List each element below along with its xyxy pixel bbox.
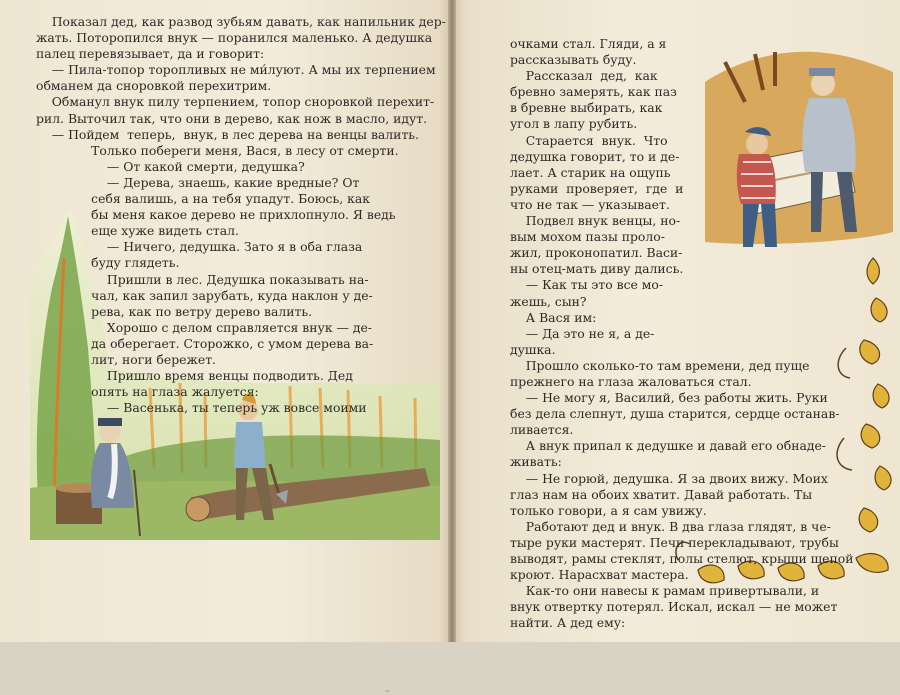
right-page-text: [510, 36, 854, 631]
text-line: душка.: [510, 341, 556, 357]
text-line: жил, проконопатил. Васи-: [510, 245, 683, 261]
text-line: Показал дед, как развод зубьям давать, как напильник дер-: [36, 14, 446, 29]
text-line: прежнего на глаза жаловаться стал.: [510, 373, 752, 389]
text-line: лает. А старик на ощупь: [510, 164, 671, 180]
text-line: жешь, сын?: [510, 293, 587, 309]
text-line: рева, как по ветру дерево валить.: [36, 303, 313, 319]
text-line: лит, ноги бережет.: [36, 351, 216, 367]
text-line: — Не горюй, дедушка. Я за двоих вижу. Моих: [510, 470, 828, 486]
text-line: — Пила-топор торопливых не ми́луют. А мы их терпением: [36, 62, 436, 78]
left-page-text: [36, 14, 446, 416]
text-line: Рассказал дед, как: [510, 68, 658, 84]
text-line: — Васенька, ты теперь уж вовсе моими: [36, 400, 367, 416]
text-line: Только побереги меня, Вася, в лесу от смерти.: [36, 142, 399, 158]
illustrator-mark: ~: [385, 688, 391, 695]
text-line: Прошло сколько-то там времени, дед пуще: [510, 357, 810, 373]
text-line: вым мохом пазы проло-: [510, 229, 665, 245]
text-line: дедушка говорит, то и де-: [510, 148, 680, 164]
text-line: ливается.: [510, 422, 574, 438]
text-line: в бревне выбирать, как: [510, 100, 663, 116]
text-line: Как-то они навесы к рамам привертывали, и: [510, 583, 820, 599]
text-line: еще хуже видеть стал.: [36, 223, 239, 239]
text-line: — Дерева, знаешь, какие вредные? От: [36, 174, 360, 190]
text-line: опять на глаза жалуется:: [36, 384, 259, 400]
text-line: глаз нам на обоих хватит. Давай работать. Ты: [510, 486, 813, 502]
text-line: — Да это не я, а де-: [510, 325, 655, 341]
text-line: выводят, рамы стеклят, полы стелют, крыши щепой: [510, 551, 854, 566]
text-line: бы меня какое дерево не прихлопнуло. Я ведь: [36, 207, 396, 223]
text-line: найти. А дед ему:: [510, 615, 626, 631]
text-line: Подвел внук венцы, но-: [510, 213, 681, 229]
book-gutter: [448, 0, 456, 642]
text-line: Хорошо с делом справляется внук — де-: [36, 319, 372, 335]
text-line: руками проверяет, где и: [510, 180, 684, 196]
text-line: что не так — указывает.: [510, 196, 670, 212]
text-line: А внук припал к дедушке и давай его обнаде-: [510, 438, 826, 454]
text-line: жать. Поторопился внук — поранился маленько. А дедушка: [36, 30, 433, 46]
text-line: внук отвертку потерял. Искал, искал — не может: [510, 599, 838, 615]
text-line: чал, как запил зарубать, куда наклон у де-: [36, 287, 373, 303]
text-line: А Вася им:: [510, 309, 597, 325]
text-line: без дела слепнут, душа старится, сердце останав-: [510, 406, 840, 422]
text-line: Старается внук. Что: [510, 132, 668, 148]
text-line: — Ничего, дедушка. Зато я в оба глаза: [36, 239, 363, 255]
text-line: рил. Выточил так, что они в дерево, как нож в масло, идут.: [36, 110, 428, 126]
text-line: тыре руки мастерят. Печи перекладывают, трубы: [510, 534, 839, 550]
text-line: кроют. Нарасхват мастера.: [510, 567, 689, 583]
text-line: бревно замерять, как паз: [510, 84, 677, 100]
text-line: Обманул внук пилу терпением, топор сноровкой перехит-: [36, 94, 435, 110]
text-line: — От какой смерти, дедушка?: [36, 158, 305, 174]
text-line: только говори, а я сам увижу.: [510, 502, 707, 518]
text-line: Пришло время венцы подводить. Дед: [36, 368, 353, 384]
text-line: угол в лапу рубить.: [510, 116, 638, 132]
text-line: живать:: [510, 454, 562, 470]
text-line: обманем да сноровкой перехитрим.: [36, 78, 272, 94]
text-line: себя валишь, а на тебя упадут. Боюсь, как: [36, 191, 370, 207]
text-line: палец перевязывает, да и говорит:: [36, 46, 265, 62]
text-line: рассказывать буду.: [510, 52, 637, 68]
text-line: очками стал. Гляди, а я: [510, 36, 667, 51]
text-line: — Пойдем теперь, внук, в лес дерева на венцы валить.: [36, 126, 419, 142]
text-line: Пришли в лес. Дедушка показывать на-: [36, 271, 369, 287]
text-line: Работают дед и внук. В два глаза глядят, в че-: [510, 518, 831, 534]
text-line: ны отец-мать диву дались.: [510, 261, 684, 277]
text-line: буду глядеть.: [36, 255, 180, 271]
text-line: — Как ты это все мо-: [510, 277, 664, 293]
text-line: — Не могу я, Василий, без работы жить. Руки: [510, 390, 828, 406]
text-line: да оберегает. Сторожко, с умом дерева ва-: [36, 335, 374, 351]
